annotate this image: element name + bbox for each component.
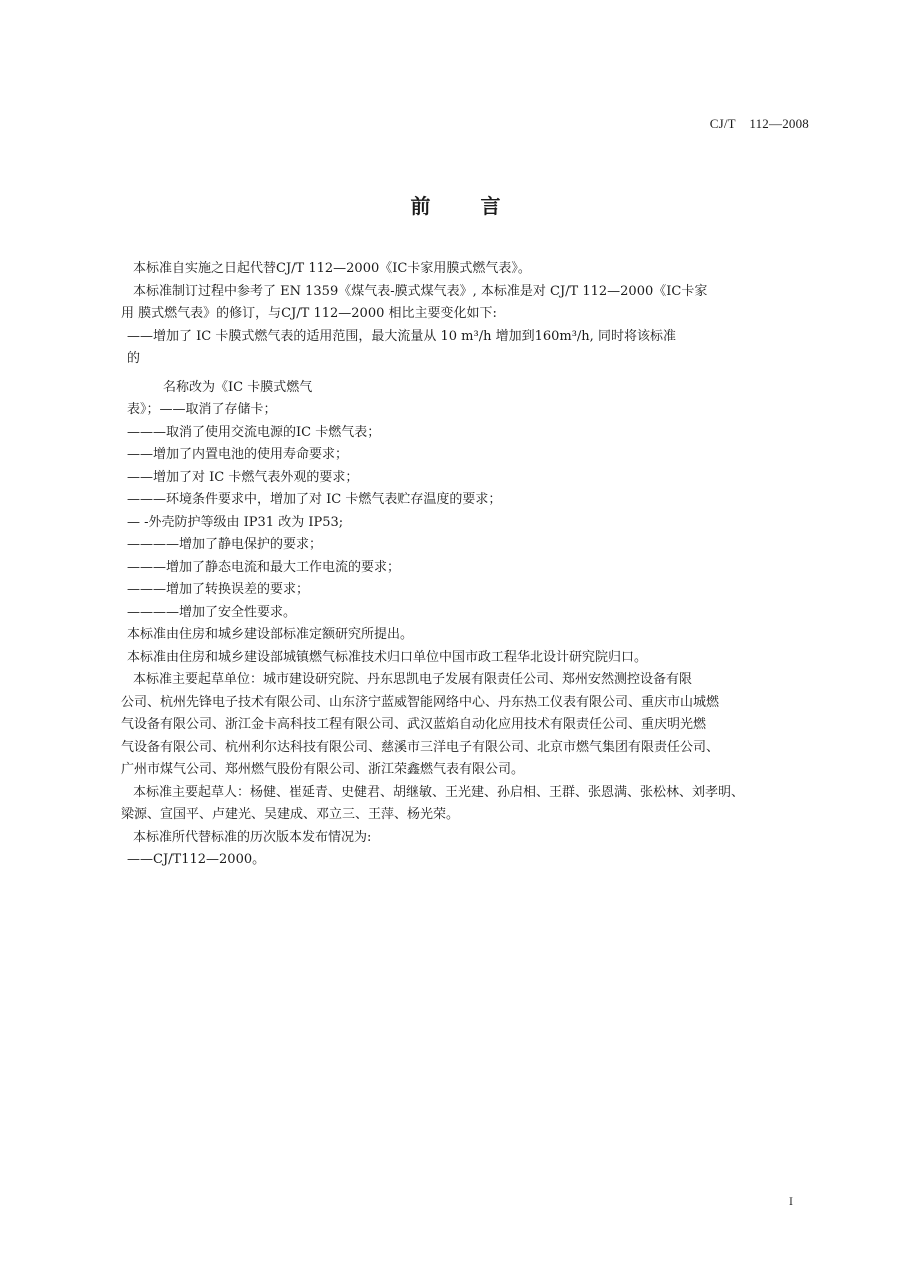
- paragraph-revision-line1: 本标准制订过程中参考了 EN 1359《煤气表-膜式煤气表》, 本标准是对 CJ/T 112—2000《IC卡家: [133, 283, 708, 299]
- paragraph-replaces: 本标准自实施之日起代替CJ/T 112—2000《IC卡家用膜式燃气表》。: [133, 261, 531, 276]
- change-item-ac-power: ———取消了使用交流电源的IC 卡燃气表；: [127, 424, 381, 440]
- change-item-appearance: ——增加了对 IC 卡燃气表外观的要求；: [127, 469, 359, 485]
- paragraph-drafting-units-line1: 本标准主要起草单位：城市建设研究院、丹东思凯电子发展有限责任公司、郑州安然测控设备有限: [133, 672, 693, 687]
- paragraph-drafters-line2: 梁源、宣国平、卢建光、吴建成、邓立三、王萍、杨光荣。: [121, 807, 460, 822]
- change-item-rename: 名称改为《IC 卡膜式燃气: [163, 379, 313, 395]
- change-item-battery: ——增加了内置电池的使用寿命要求；: [127, 447, 349, 462]
- paragraph-history: 本标准所代替标准的历次版本发布情况为:: [133, 829, 372, 845]
- paragraph-revision-line2: 用 膜式燃气表》的修订，与CJ/T 112—2000 相比主要变化如下:: [121, 306, 497, 321]
- foreword-body: [121, 258, 809, 872]
- paragraph-drafting-units-line2: 公司、杭州先锋电子技术有限公司、山东济宁蓝威智能网络中心、丹东热工仪表有限公司、重庆市山城燃: [121, 694, 720, 710]
- title-char-2: 言: [480, 194, 501, 218]
- paragraph-drafters-line1: 本标准主要起草人：杨健、崔延青、史健君、胡继敏、王光建、孙启相、王群、张恩满、张松林、刘孝明、: [133, 784, 745, 800]
- paragraph-drafting-units-line5: 广州市煤气公司、郑州燃气股份有限公司、浙江荣鑫燃气表有限公司。: [121, 762, 525, 777]
- paragraph-administered-by: 本标准由住房和城乡建设部城镇燃气标准技术归口单位中国市政工程华北设计研究院归口。: [127, 649, 648, 665]
- change-item-esd: ————增加了静电保护的要求；: [127, 537, 323, 552]
- paragraph-proposed-by: 本标准由住房和城乡建设部标准定额研究所提出。: [127, 627, 414, 642]
- history-item: ——CJ/T112—2000。: [127, 852, 266, 867]
- page-number: I: [789, 1197, 793, 1208]
- change-item-scope-wrap: 的: [127, 351, 141, 366]
- change-item-scope: ——增加了 IC 卡膜式燃气表的适用范围，最大流量从 10 m³/h 增加到160m³/h, 同时将该标准: [127, 328, 676, 344]
- change-item-storage-card: 表》；——取消了存储卡；: [127, 402, 277, 417]
- change-item-enclosure: — -外壳防护等级由 IP31 改为 IP53;: [127, 514, 344, 530]
- change-item-safety: ————增加了安全性要求。: [127, 604, 297, 620]
- standard-code: CJ/T 112—2008: [709, 116, 809, 131]
- paragraph-drafting-units-line4: 气设备有限公司、杭州利尔达科技有限公司、慈溪市三洋电子有限公司、北京市燃气集团有限责任公司、: [121, 739, 720, 755]
- change-item-conversion: ———增加了转换误差的要求；: [127, 582, 310, 597]
- change-item-storage-temp: ———环境条件要求中，增加了对 IC 卡燃气表贮存温度的要求；: [127, 492, 502, 507]
- title-char-1: 前: [410, 194, 431, 218]
- paragraph-drafting-units-line3: 气设备有限公司、浙江金卡高科技工程有限公司、武汉蓝焰自动化应用技术有限责任公司、重庆明光燃: [121, 717, 707, 732]
- change-item-current: ———增加了静态电流和最大工作电流的要求；: [127, 559, 401, 575]
- page-title: [0, 190, 911, 219]
